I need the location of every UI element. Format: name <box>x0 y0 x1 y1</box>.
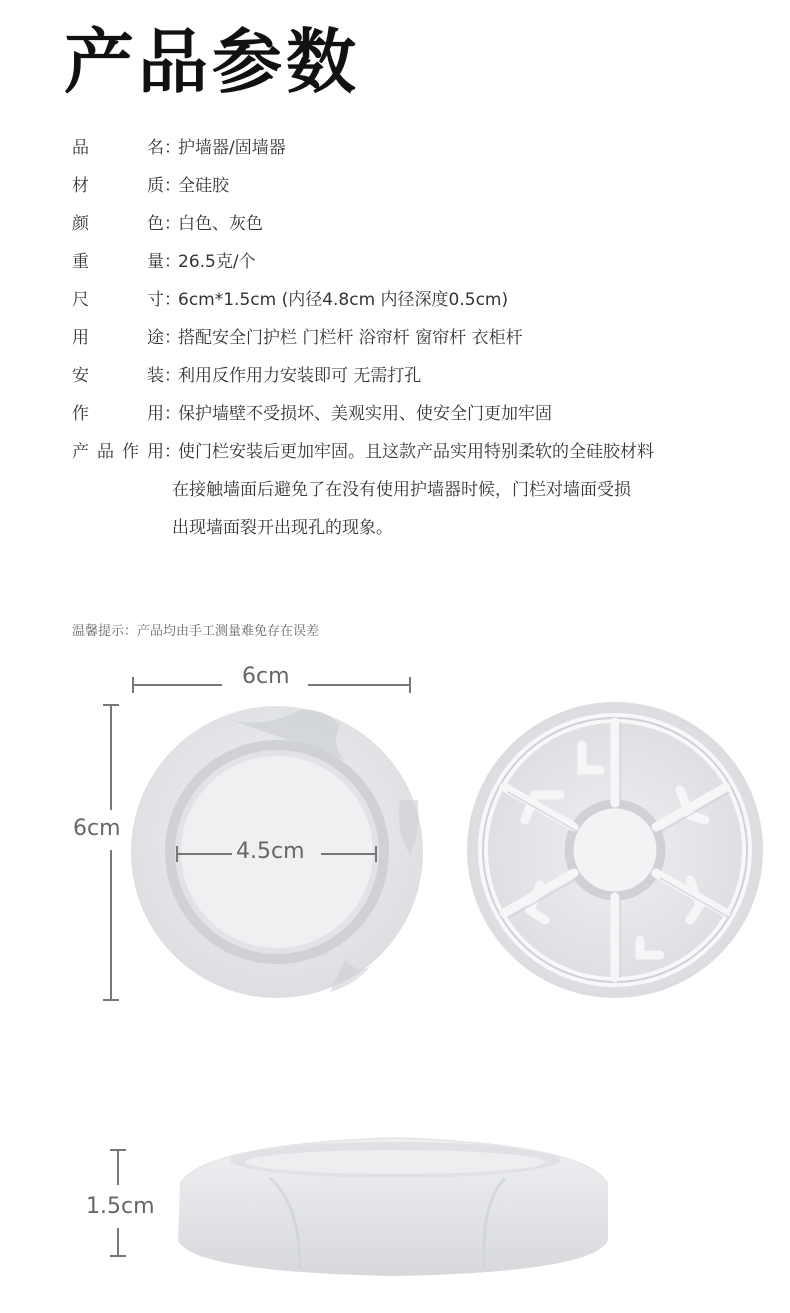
spec-label: 安装 <box>72 365 164 386</box>
spec-value: 全硅胶 <box>178 175 229 196</box>
spec-separator: ： <box>164 365 181 386</box>
spec-separator: ： <box>164 137 181 158</box>
spec-label: 品名 <box>72 137 164 158</box>
spec-separator: ： <box>164 175 181 196</box>
measurement-note: 温馨提示：产品均由手工测量难免存在误差 <box>72 624 320 639</box>
spec-label: 产品作用 <box>72 441 164 462</box>
spec-separator: ： <box>164 441 181 462</box>
page-title: 产品参数 <box>64 21 360 103</box>
spec-value: 白色、灰色 <box>178 213 263 234</box>
spec-value: 6cm*1.5cm (内径4.8cm 内径深度0.5cm) <box>178 289 509 310</box>
protector-side-view <box>178 1138 608 1276</box>
height-dimension-label: 6cm <box>73 816 121 841</box>
spec-label: 材质 <box>72 175 164 196</box>
spec-separator: ： <box>164 213 181 234</box>
spec-value: 护墙器/固墙器 <box>178 137 286 158</box>
spec-label: 作用 <box>72 403 164 424</box>
spec-value: 保护墙壁不受损坏、美观实用、使安全门更加牢固 <box>178 403 552 424</box>
spec-value: 26.5克/个 <box>178 251 256 272</box>
spec-value: 搭配安全门护栏 门栏杆 浴帘杆 窗帘杆 衣柜杆 <box>178 327 523 348</box>
inner-dimension-label: 4.5cm <box>236 839 305 864</box>
spec-value: 利用反作用力安装即可 无需打孔 <box>178 365 422 386</box>
spec-separator: ： <box>164 403 181 424</box>
thickness-dimension-label: 1.5cm <box>86 1194 155 1219</box>
spec-separator: ： <box>164 251 181 272</box>
spec-label: 尺寸 <box>72 289 164 310</box>
spec-value: 使门栏安装后更加牢固。且这款产品实用特别柔软的全硅胶材料 <box>178 441 654 462</box>
spec-label: 用途 <box>72 327 164 348</box>
spec-label: 重量 <box>72 251 164 272</box>
spec-separator: ： <box>164 327 181 348</box>
protector-back-view <box>467 702 763 998</box>
spec-continuation-line: 在接触墙面后避免了在没有使用护墙器时候，门栏对墙面受损 <box>172 479 631 500</box>
spec-label: 颜色 <box>72 213 164 234</box>
spec-continuation-line: 出现墙面裂开出现孔的现象。 <box>172 517 393 538</box>
spec-separator: ： <box>164 289 181 310</box>
height-dimension-line <box>103 705 119 1000</box>
width-dimension-label: 6cm <box>242 664 290 689</box>
